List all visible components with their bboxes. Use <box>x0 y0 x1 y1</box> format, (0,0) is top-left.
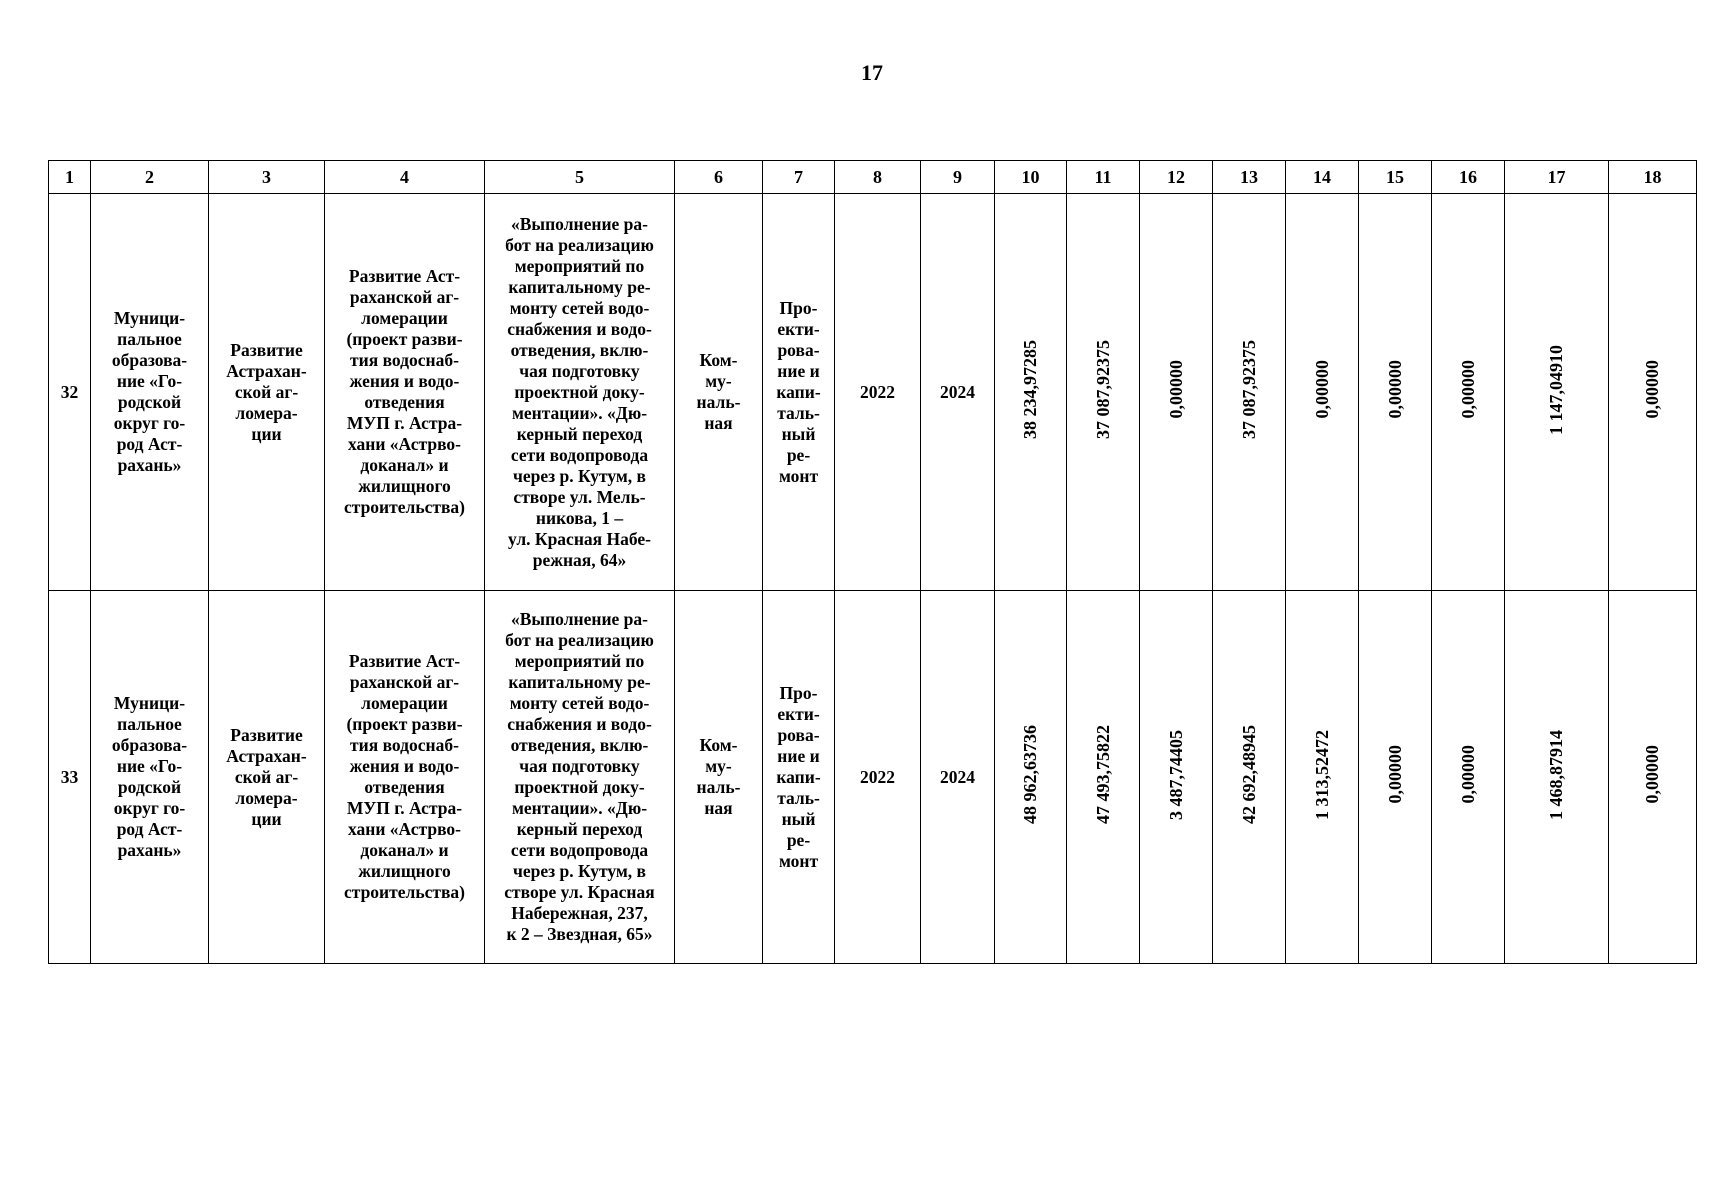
amount-value: 42 692,48945 <box>1238 725 1259 824</box>
cell-text: Развитие Аст- раханской аг- ломерации (проект разви- тия водоснаб- жения и водо- отведения МУП г. Астра- хани «Астрво- доканал» и жилищного строительства) <box>344 266 465 517</box>
cell-text: Ком- му- наль- ная <box>696 735 741 818</box>
cell-c18 <box>1609 194 1697 591</box>
col-header-12: 12 <box>1140 161 1213 194</box>
cell-text: Развитие Астрахан- ской аг- ломера- ции <box>226 339 307 444</box>
cell-num <box>49 194 91 591</box>
cell-text: Муници- пальное образова- ние «Го- родской округ го- род Аст- рахань» <box>111 693 188 860</box>
cell-c2 <box>91 194 209 591</box>
cell-c7 <box>763 194 835 591</box>
cell-c18 <box>1609 591 1697 964</box>
cell-text: Развитие Аст- раханской аг- ломерации (проект разви- тия водоснаб- жения и водо- отведения МУП г. Астра- хани «Астрво- доканал» и жилищного строительства) <box>344 651 465 902</box>
cell-c11 <box>1067 591 1140 964</box>
cell-c6 <box>675 194 763 591</box>
cell-c15 <box>1359 591 1432 964</box>
cell-text: Про- екти- рова- ние и капи- таль- ный ре- монт <box>776 682 821 871</box>
cell-c16 <box>1432 591 1505 964</box>
amount-value: 0,00000 <box>1165 360 1186 419</box>
col-header-6: 6 <box>675 161 763 194</box>
cell-text: 2024 <box>940 381 975 402</box>
col-header-2: 2 <box>91 161 209 194</box>
col-header-5: 5 <box>485 161 675 194</box>
cell-c17 <box>1505 591 1609 964</box>
col-header-10: 10 <box>995 161 1067 194</box>
amount-value: 3 487,74405 <box>1165 729 1186 820</box>
amount-value: 0,00000 <box>1457 745 1478 804</box>
cell-c2 <box>91 591 209 964</box>
cell-text: 33 <box>60 766 79 787</box>
cell-text: 2022 <box>860 766 895 787</box>
amount-value: 37 087,92375 <box>1238 340 1259 439</box>
cell-c13 <box>1213 591 1286 964</box>
cell-text: 2024 <box>940 766 975 787</box>
cell-c8 <box>835 591 921 964</box>
cell-text: «Выполнение ра- бот на реализацию мероприятий по капитальному ре- монту сетей водо- снабжения и водо- отведения, вклю- чая подготовку проектной доку- ментации». «Дю- керный переход сети водопровода через р. Кутум, в створе ул. Мель- никова, 1 – ул. Красная Набе- режная, 64» <box>505 213 654 570</box>
cell-c3 <box>209 591 325 964</box>
cell-c5 <box>485 591 675 964</box>
amount-value: 1 313,52472 <box>1311 729 1332 820</box>
cell-c9 <box>921 591 995 964</box>
cell-text: Муници- пальное образова- ние «Го- родской округ го- род Аст- рахань» <box>111 308 188 475</box>
cell-text: 2022 <box>860 381 895 402</box>
amount-value: 0,00000 <box>1642 360 1662 419</box>
cell-c6 <box>675 591 763 964</box>
col-header-11: 11 <box>1067 161 1140 194</box>
cell-c5 <box>485 194 675 591</box>
col-header-18: 18 <box>1609 161 1697 194</box>
page-number: 17 <box>861 60 883 85</box>
cell-text: 32 <box>60 381 79 402</box>
cell-num <box>49 591 91 964</box>
col-header-3: 3 <box>209 161 325 194</box>
cell-c16 <box>1432 194 1505 591</box>
projects-table <box>48 160 1697 964</box>
col-header-4: 4 <box>325 161 485 194</box>
table-row <box>49 194 1697 591</box>
col-header-7: 7 <box>763 161 835 194</box>
cell-c4 <box>325 194 485 591</box>
col-header-8: 8 <box>835 161 921 194</box>
amount-value: 0,00000 <box>1311 360 1332 419</box>
amount-value: 0,00000 <box>1384 360 1405 419</box>
cell-c12 <box>1140 194 1213 591</box>
cell-c12 <box>1140 591 1213 964</box>
cell-c4 <box>325 591 485 964</box>
table-row <box>49 591 1697 964</box>
cell-c14 <box>1286 194 1359 591</box>
cell-c9 <box>921 194 995 591</box>
cell-c8 <box>835 194 921 591</box>
col-header-1: 1 <box>49 161 91 194</box>
col-header-16: 16 <box>1432 161 1505 194</box>
col-header-17: 17 <box>1505 161 1609 194</box>
cell-text: «Выполнение ра- бот на реализацию мероприятий по капитальному ре- монту сетей водо- снабжения и водо- отведения, вклю- чая подготовку проектной доку- ментации». «Дю- керный переход сети водопровода через р. Кутум, в створе ул. Красная Набережная, 237, к 2 – Звездная, 65» <box>504 609 655 944</box>
cell-c10 <box>995 591 1067 964</box>
amount-value: 0,00000 <box>1642 745 1662 804</box>
cell-text: Про- екти- рова- ние и капи- таль- ный ре- монт <box>776 297 821 486</box>
amount-value: 48 962,63736 <box>1020 725 1040 824</box>
cell-c11 <box>1067 194 1140 591</box>
amount-value: 37 087,92375 <box>1092 340 1113 439</box>
cell-c10 <box>995 194 1067 591</box>
cell-text: Развитие Астрахан- ской аг- ломера- ции <box>226 724 307 829</box>
cell-c14 <box>1286 591 1359 964</box>
col-header-15: 15 <box>1359 161 1432 194</box>
cell-c7 <box>763 591 835 964</box>
col-header-14: 14 <box>1286 161 1359 194</box>
amount-value: 38 234,97285 <box>1020 340 1040 439</box>
cell-c15 <box>1359 194 1432 591</box>
col-header-13: 13 <box>1213 161 1286 194</box>
col-header-9: 9 <box>921 161 995 194</box>
amount-value: 1 147,04910 <box>1546 344 1566 435</box>
amount-value: 0,00000 <box>1457 360 1478 419</box>
amount-value: 0,00000 <box>1384 745 1405 804</box>
cell-c13 <box>1213 194 1286 591</box>
header-row <box>49 161 1697 194</box>
cell-text: Ком- му- наль- ная <box>696 350 741 433</box>
cell-c17 <box>1505 194 1609 591</box>
cell-c3 <box>209 194 325 591</box>
amount-value: 47 493,75822 <box>1092 725 1113 824</box>
amount-value: 1 468,87914 <box>1546 729 1566 820</box>
